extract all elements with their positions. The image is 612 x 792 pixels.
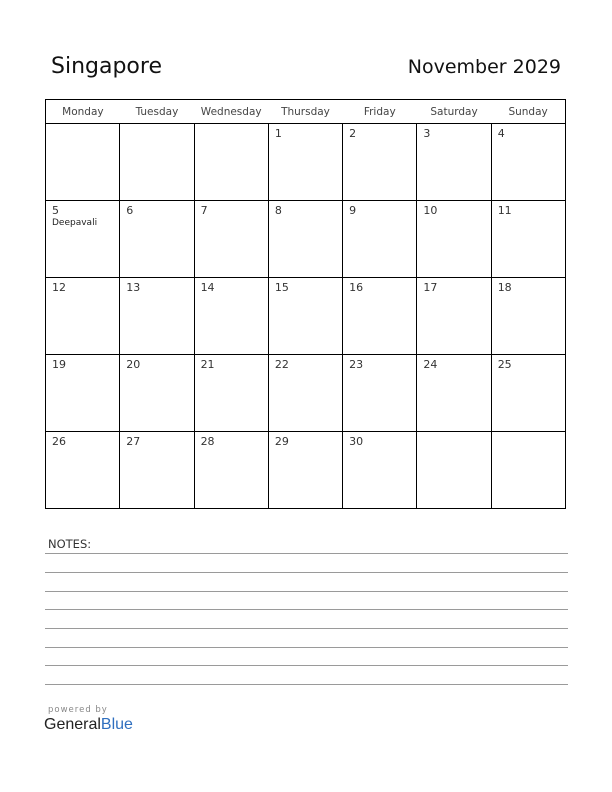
day-number: 16 — [349, 281, 364, 294]
calendar-day-cell — [417, 355, 491, 432]
calendar-day-cell — [194, 124, 268, 201]
weekday-saturday: Saturday — [417, 100, 491, 124]
notes-label: NOTES: — [48, 537, 92, 551]
powered-by-text: powered by — [48, 705, 108, 715]
notes-line — [45, 647, 568, 648]
day-number: 14 — [200, 281, 215, 294]
weekday-sunday: Sunday — [491, 100, 565, 124]
calendar-day-cell — [46, 278, 120, 355]
day-number: 29 — [274, 435, 289, 448]
day-number: 7 — [200, 204, 208, 217]
weekday-wednesday: Wednesday — [194, 100, 268, 124]
day-number: 15 — [274, 281, 289, 294]
calendar-day-cell — [343, 355, 417, 432]
day-number: 12 — [52, 281, 66, 294]
calendar-week-row — [46, 201, 566, 278]
holiday-label: Deepavali — [52, 218, 98, 228]
calendar-day-cell — [491, 201, 565, 278]
calendar-day-cell — [268, 278, 342, 355]
day-number: 18 — [497, 281, 512, 294]
calendar-week-row — [46, 278, 566, 355]
calendar-day-cell — [194, 278, 268, 355]
calendar-day-cell — [343, 432, 417, 509]
calendar-day-cell — [194, 432, 268, 509]
calendar-day-cell — [268, 355, 342, 432]
calendar-day-cell — [120, 278, 194, 355]
calendar-day-cell — [491, 432, 565, 509]
day-number: 28 — [200, 435, 215, 448]
notes-line — [45, 591, 568, 592]
day-number: 8 — [274, 204, 282, 217]
calendar-week-row — [46, 432, 566, 509]
calendar-grid — [45, 99, 566, 509]
calendar-day-cell — [46, 124, 120, 201]
calendar-day-cell — [491, 124, 565, 201]
calendar-day-cell — [120, 201, 194, 278]
calendar-day-cell — [46, 432, 120, 509]
day-number: 19 — [52, 358, 66, 371]
brand-blue: Blue — [100, 716, 133, 733]
calendar-day-cell — [194, 355, 268, 432]
calendar-country-title: Singapore — [51, 54, 162, 79]
calendar-week-row — [46, 355, 566, 432]
day-number: 4 — [497, 127, 505, 140]
weekday-header-row — [46, 100, 566, 124]
brand-general: General — [44, 716, 101, 733]
notes-line — [45, 572, 568, 573]
calendar-day-cell — [194, 201, 268, 278]
day-number: 22 — [274, 358, 289, 371]
generalblue-logo — [44, 716, 133, 734]
calendar-day-cell — [417, 124, 491, 201]
calendar-week-row — [46, 124, 566, 201]
day-number: 26 — [52, 435, 66, 448]
day-number: 10 — [423, 204, 438, 217]
day-number: 24 — [423, 358, 438, 371]
day-number: 1 — [274, 127, 282, 140]
day-number: 11 — [497, 204, 512, 217]
day-number: 13 — [126, 281, 141, 294]
notes-line — [45, 628, 568, 629]
notes-line — [45, 609, 568, 610]
calendar-day-cell — [343, 124, 417, 201]
day-number: 17 — [423, 281, 438, 294]
calendar-day-cell — [120, 124, 194, 201]
weekday-friday: Friday — [343, 100, 417, 124]
notes-line — [45, 665, 568, 666]
day-number: 25 — [497, 358, 512, 371]
day-number: 21 — [200, 358, 215, 371]
calendar-month-title: November 2029 — [407, 56, 561, 78]
day-number: 30 — [349, 435, 364, 448]
calendar-day-cell — [120, 355, 194, 432]
calendar-day-cell — [417, 432, 491, 509]
day-number: 6 — [126, 204, 134, 217]
calendar-day-cell — [491, 278, 565, 355]
calendar-day-cell — [46, 201, 120, 278]
calendar-day-cell — [268, 432, 342, 509]
calendar-day-cell — [120, 432, 194, 509]
day-number: 20 — [126, 358, 141, 371]
weekday-monday: Monday — [46, 100, 120, 124]
calendar-day-cell — [343, 278, 417, 355]
calendar-day-cell — [417, 278, 491, 355]
notes-line — [45, 553, 568, 554]
calendar-day-cell — [268, 124, 342, 201]
calendar-day-cell — [46, 355, 120, 432]
day-number: 27 — [126, 435, 141, 448]
notes-line — [45, 684, 568, 685]
day-number: 3 — [423, 127, 431, 140]
weekday-tuesday: Tuesday — [120, 100, 194, 124]
calendar-body — [46, 124, 566, 509]
calendar-day-cell — [491, 355, 565, 432]
day-number: 5 — [52, 204, 59, 217]
day-number: 9 — [349, 204, 357, 217]
weekday-thursday: Thursday — [268, 100, 342, 124]
calendar-day-cell — [268, 201, 342, 278]
calendar-day-cell — [343, 201, 417, 278]
day-number: 2 — [349, 127, 357, 140]
calendar-day-cell — [417, 201, 491, 278]
day-number: 23 — [349, 358, 364, 371]
